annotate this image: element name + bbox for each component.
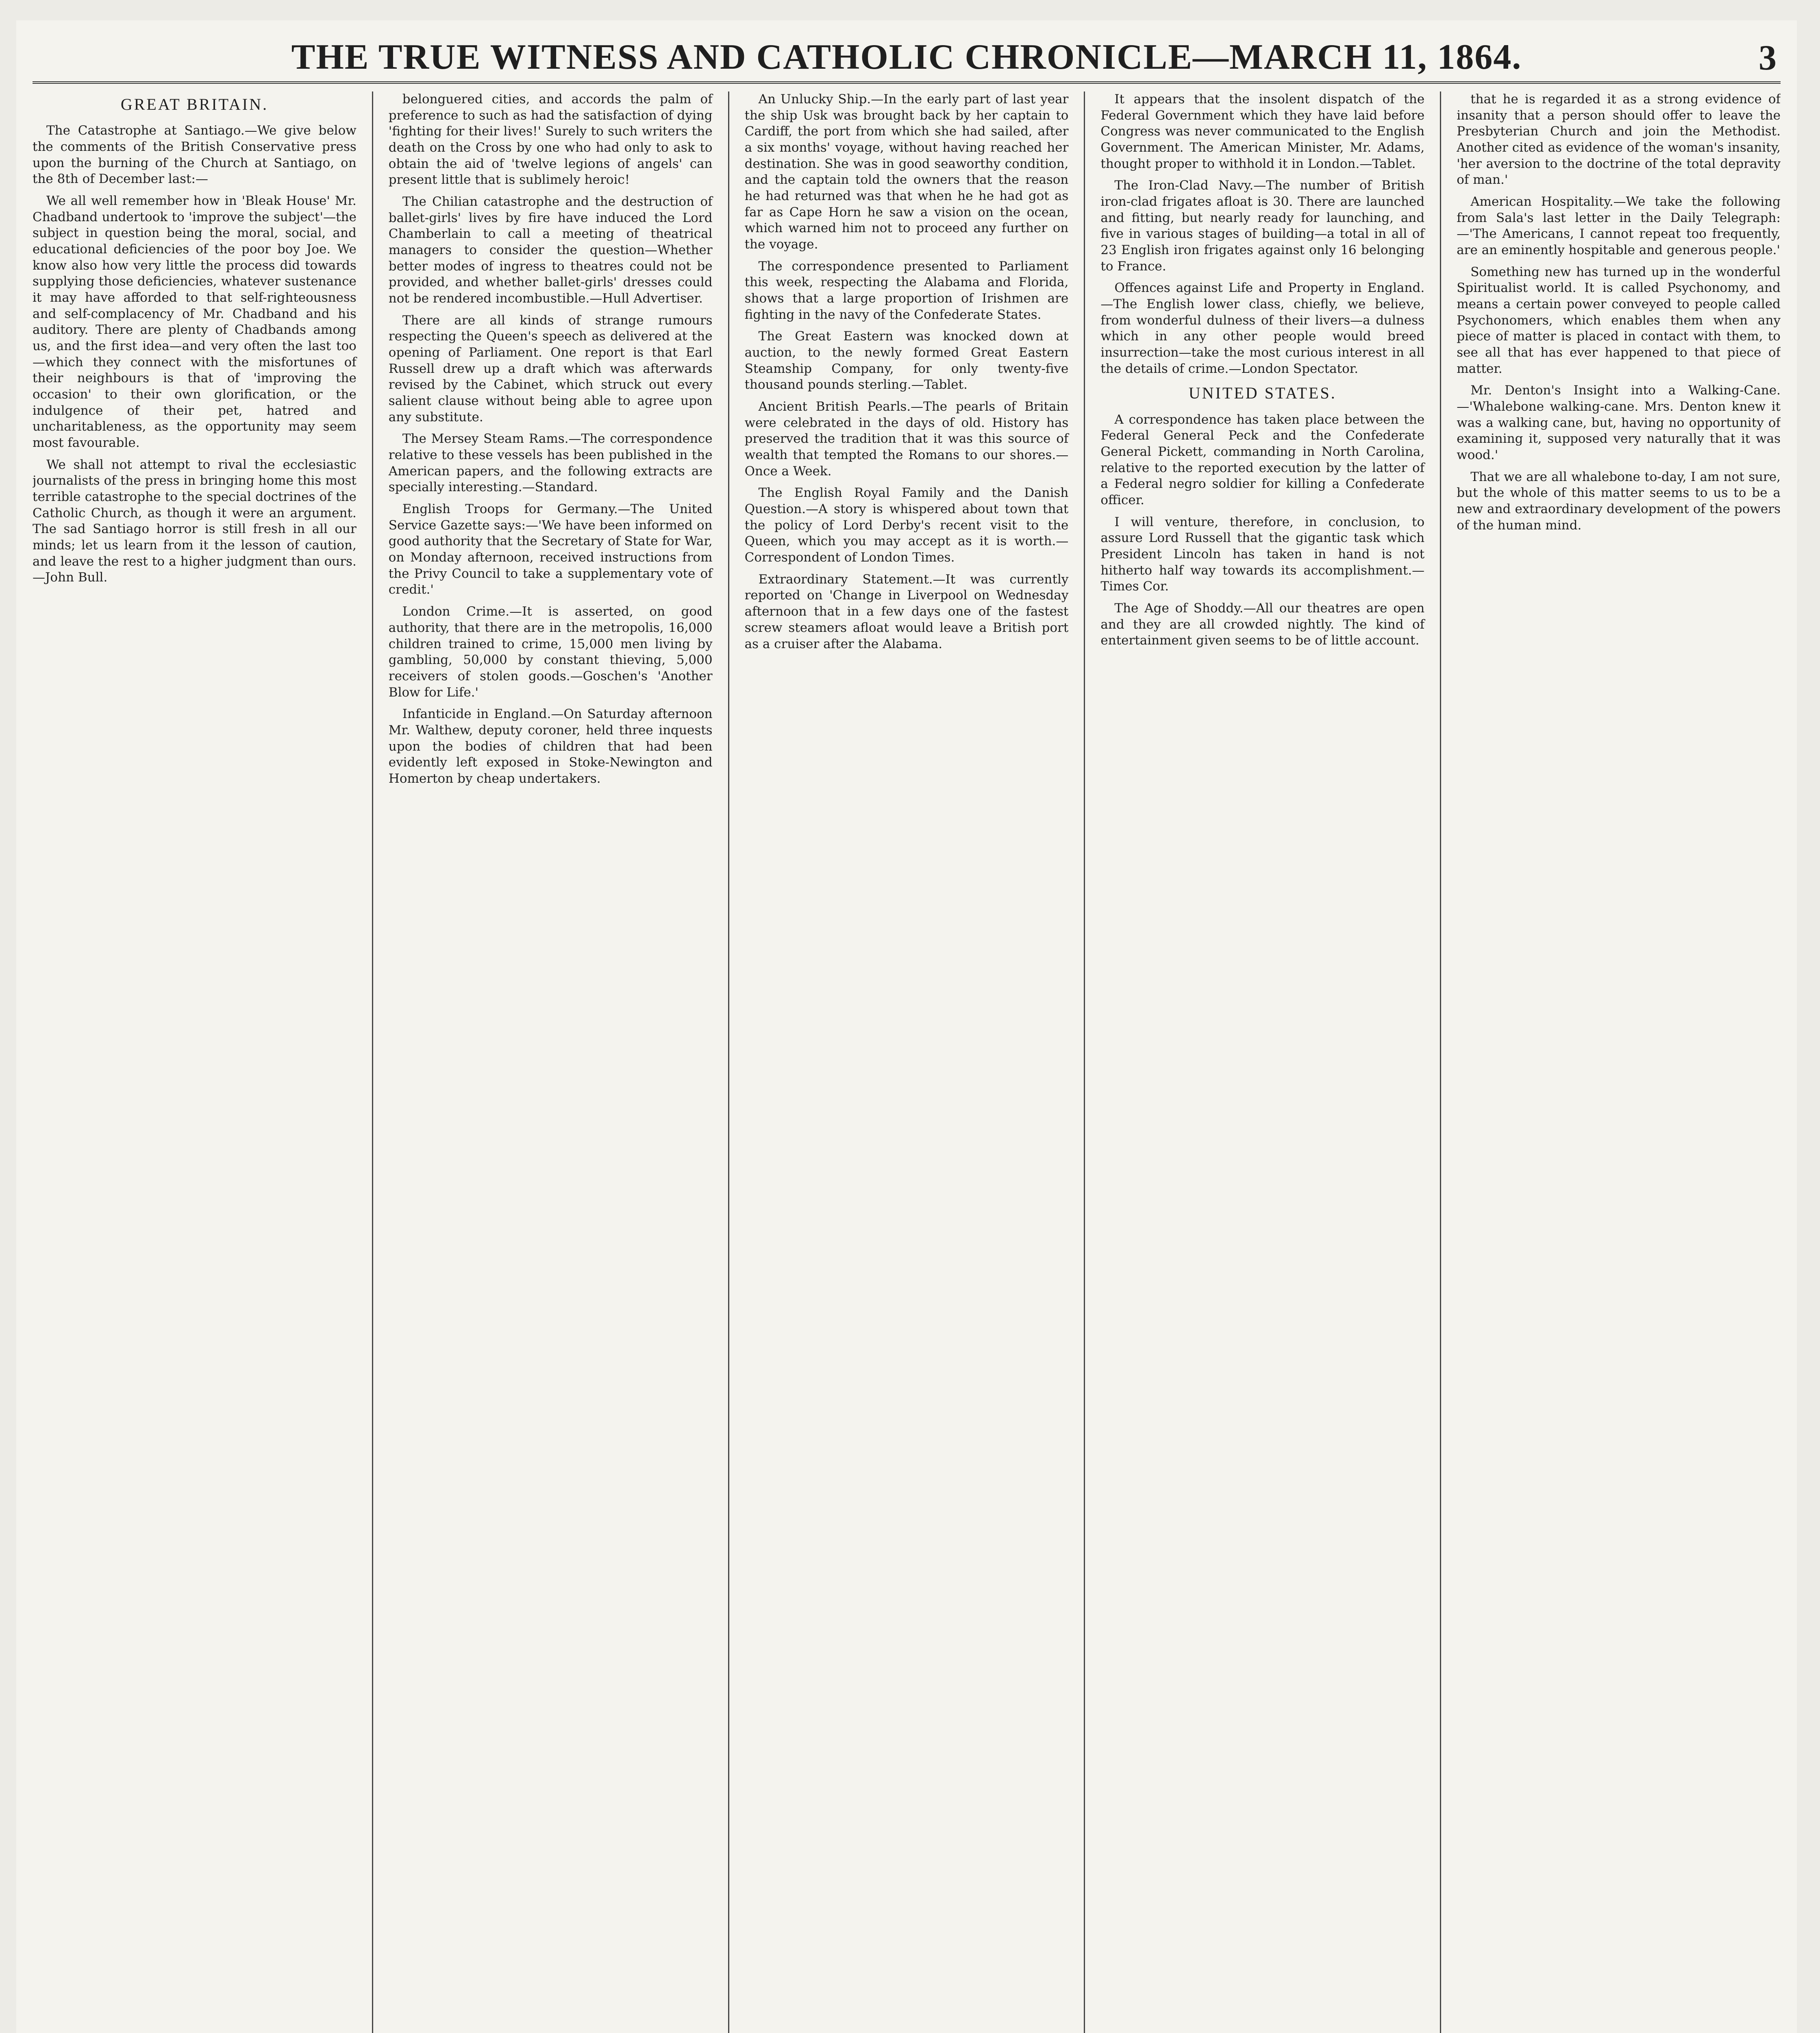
article-paragraph: An Unlucky Ship.—In the early part of last year the ship Usk was brought back by her captain to Cardiff, the port from which she had sailed, after a six months' voyage, without having reached her destination. She was in good seaworthy condition, and the captain told the owners that the reason he had returned was that when he he had got as far as Cape Horn he saw a vision on the ocean, which warned him not to proceed any further on the voyage.: [744, 92, 1069, 252]
article-paragraph: that he is regarded it as a strong evidence of insanity that a person should offer to leave the Presbyterian Church and join the Methodist. Another cited as evidence of the woman's insanity, 'her aversion to the doctrine of the total depravity of man.': [1457, 92, 1781, 187]
article-paragraph: The English Royal Family and the Danish Question.—A story is whispered about town that the policy of Lord Derby's recent visit to the Queen, which you may accept as it is worth.—Correspondent of London Times.: [744, 485, 1069, 565]
article-paragraph: Extraordinary Statement.—It was currently reported on 'Change in Liverpool on Wednesday afternoon that in a few days one of the fastest screw steamers afloat would leave a British port as a cruiser after the Alabama.: [744, 572, 1069, 651]
column-3: [728, 91, 1084, 2033]
column-4: [1084, 91, 1440, 2033]
article-paragraph: American Hospitality.—We take the following from Sala's last letter in the Daily Telegraph:—'The Americans, I cannot repeat too frequently, are an eminently hospitable and generous people.': [1457, 194, 1781, 258]
article-paragraph: There are all kinds of strange rumours respecting the Queen's speech as delivered at the opening of Parliament. One report is that Earl Russell drew up a draft which was afterwards revised by the Cabinet, which struck out every salient clause without being able to agree upon any substitute.: [388, 313, 713, 424]
column-5: [1440, 91, 1781, 2033]
article-paragraph: I will venture, therefore, in conclusion, to assure Lord Russell that the gigantic task which President Lincoln has taken in hand is not hitherto half way towards its accomplishment.—Times Cor.: [1100, 514, 1425, 594]
article-paragraph: London Crime.—It is asserted, on good authority, that there are in the metropolis, 16,000 children trained to crime, 15,000 men living by gambling, 50,000 by constant thieving, 5,000 receivers of stolen goods.—Goschen's 'Another Blow for Life.': [388, 604, 713, 700]
article-paragraph: Infanticide in England.—On Saturday afternoon Mr. Walthew, deputy coroner, held three inquests upon the bodies of children that had been evidently left exposed in Stoke-Newington and Homerton by cheap undertakers.: [388, 707, 713, 786]
article-paragraph: Offences against Life and Property in England.—The English lower class, chiefly, we believe, from wonderful dulness of their livers—a dulness which in any other people would breed insurrection—take the most curious interest in all the details of crime.—London Spectator.: [1100, 281, 1425, 376]
newspaper-page: [16, 20, 1797, 2033]
article-paragraph: We all well remember how in 'Bleak House' Mr. Chadband undertook to 'improve the subject'—the subject in question being the moral, social, and educational deficiencies of the poor boy Joe. We know also how very little the process did towards supplying those deficiencies, whatever sustenance it may have afforded to that self-righteousness and self-complacency of Mr. Chadband and his auditory. There are plenty of Chadbands among us, and the first idea—and very often the last too—which they connect with the misfortunes of their neighbours is that of 'improving the occasion' to their own glorification, or the indulgence of their pet, hatred and uncharitableness, as the opportunity may seem most favourable.: [33, 193, 357, 450]
newspaper-title: THE TRUE WITNESS AND CATHOLIC CHRONICLE—MARCH 11, 1864.: [291, 37, 1522, 77]
article-paragraph: The Age of Shoddy.—All our theatres are open and they are all crowded nightly. The kind of entertainment given seems to be of little account.: [1100, 601, 1425, 648]
text-columns: [33, 91, 1781, 2033]
article-paragraph: That we are all whalebone to-day, I am not sure, but the whole of this matter seems to us to be a new and extraordinary development of the powers of the human mind.: [1457, 469, 1781, 533]
column-2: [372, 91, 728, 2033]
masthead: [33, 37, 1781, 84]
article-paragraph: The Chilian catastrophe and the destruction of ballet-girls' lives by fire have induced the Lord Chamberlain to call a meeting of theatrical managers to consider the question—Whether better modes of ingress to theatres could not be provided, and whether ballet-girls' dresses could not be rendered incombustible.—Hull Advertiser.: [388, 194, 713, 306]
column-1: [33, 91, 372, 2033]
article-paragraph: The Catastrophe at Santiago.—We give below the comments of the British Conservative press upon the burning of the Church at Santiago, on the 8th of December last:—: [33, 123, 357, 187]
article-paragraph: Something new has turned up in the wonderful Spiritualist world. It is called Psychonomy, and means a certain power conveyed to people called Psychonomers, which enables them when any piece of matter is placed in contact with them, to see all that has ever happened to that piece of matter.: [1457, 264, 1781, 376]
article-paragraph: The Great Eastern was knocked down at auction, to the newly formed Great Eastern Steamship Company, for only twenty-five thousand pounds sterling.—Tablet.: [744, 329, 1069, 392]
article-paragraph: Ancient British Pearls.—The pearls of Britain were celebrated in the days of old. History has preserved the tradition that it was this source of wealth that tempted the Romans to our shores.—Once a Week.: [744, 399, 1069, 479]
section-heading: UNITED STATES.: [1188, 384, 1337, 403]
article-paragraph: belonguered cities, and accords the palm of preference to such as had the satisfaction of dying 'fighting for their lives!' Surely to such writers the death on the Cross by one who had only to ask to obtain the aid of 'twelve legions of angels' can present little that is sublimely heroic!: [388, 92, 713, 187]
page-number: 3: [1759, 38, 1777, 78]
article-paragraph: The Iron-Clad Navy.—The number of British iron-clad frigates afloat is 30. There are launched and fitting, but nearly ready for launching, and five in various stages of building—a total in all of 23 English iron frigates against only 16 belonging to France.: [1100, 178, 1425, 274]
article-paragraph: The correspondence presented to Parliament this week, respecting the Alabama and Florida, shows that a large proportion of Irishmen are fighting in the navy of the Confederate States.: [744, 259, 1069, 322]
article-paragraph: The Mersey Steam Rams.—The correspondence relative to these vessels has been published in the American papers, and the following extracts are specially interesting.—Standard.: [388, 431, 713, 495]
article-paragraph: A correspondence has taken place between the Federal General Peck and the Confederate General Pickett, commanding in North Carolina, relative to the reported execution by the latter of a Federal negro soldier for killing a Confederate officer.: [1100, 412, 1425, 507]
article-paragraph: We shall not attempt to rival the ecclesiastic journalists of the press in bringing home this most terrible catastrophe to the special doctrines of the Catholic Church, as though it were an argument. The sad Santiago horror is still fresh in all our minds; let us learn from it the lesson of caution, and leave the rest to a higher judgment than ours.—John Bull.: [33, 457, 357, 585]
article-paragraph: It appears that the insolent dispatch of the Federal Government which they have laid before Congress was never communicated to the English Government. The American Minister, Mr. Adams, thought proper to withhold it in London.—Tablet.: [1100, 92, 1425, 171]
article-paragraph: English Troops for Germany.—The United Service Gazette says:—'We have been informed on good authority that the Secretary of State for War, on Monday afternoon, received instructions from the Privy Council to take a supplementary vote of credit.': [388, 502, 713, 597]
section-heading: GREAT BRITAIN.: [120, 95, 268, 113]
article-paragraph: Mr. Denton's Insight into a Walking-Cane.—'Whalebone walking-cane. Mrs. Denton knew it was a walking cane, but, having no opportunity of examining it, supposed very naturally that it was wood.': [1457, 383, 1781, 463]
